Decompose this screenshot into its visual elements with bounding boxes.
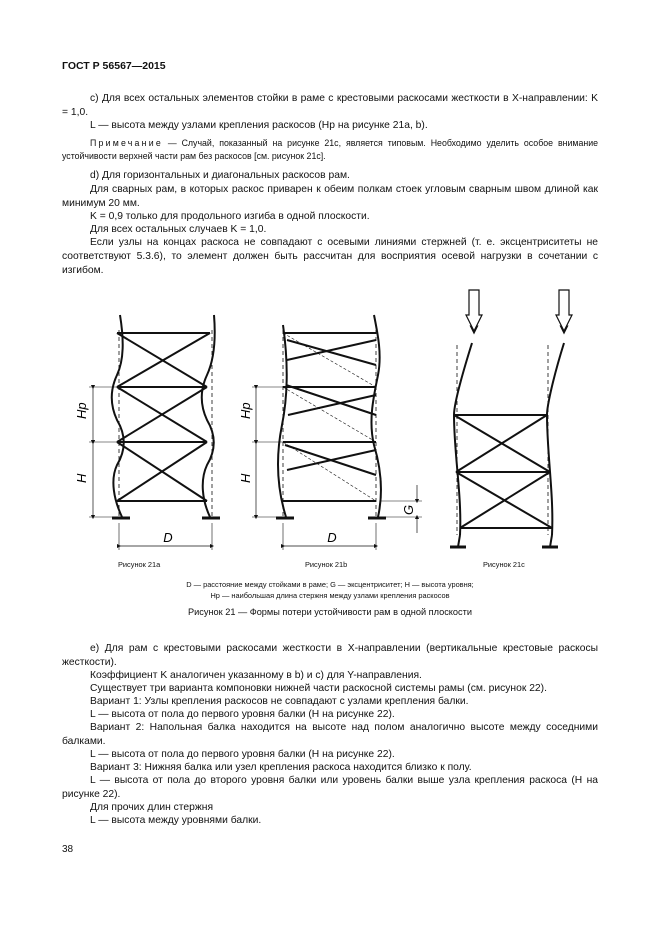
frame-21a [89,315,220,550]
label-d-21b: D [327,530,337,545]
frame-21b [252,315,422,550]
label-h-21a: H [74,473,89,483]
label-hp-21a: Hp [74,402,89,419]
figure-21-drawing [62,285,602,575]
label-d-21a: D [163,530,173,545]
label-h-21b: H [238,473,253,483]
para-e6: Вариант 2: Напольная балка находится на высоте над полом аналогично высоте между соседними балками. [62,722,598,747]
label-g-21b: G [401,504,416,515]
para-e8: Вариант 3: Нижняя балка или узел крепления раскоса находится близко к полу. [90,762,472,773]
para-e1: е) Для рам с крестовыми раскосами жесткости в X-направлении (вертикальные крестовые раскосы жесткости). [62,643,598,668]
document-header: ГОСТ Р 56567—2015 [62,60,166,72]
para-e9: L — высота от пола до второго уровня балки или уровень балки выше узла крепления раскоса (H на рисунке 22). [62,775,598,800]
para-d4: Для всех остальных случаев K = 1,0. [90,224,267,235]
note-text: — Случай, показанный на рисунке 21с, является типовым. Необходимо уделить особое внимание устойчивости верхней части рам без раскосов [см. рисунок 21с]. [62,138,598,161]
caption-21c: Рисунок 21с [483,560,525,569]
figure-legend-line1: D — расстояние между стойками в раме; G — эксцентриситет; H — высота уровня; [186,580,474,589]
para-c1: с) Для всех остальных элементов стойки в раме с крестовыми раскосами жесткости в X-направлении: K = 1,0. [62,93,598,118]
para-e4: Вариант 1: Узлы крепления раскосов не совпадают с узлами крепления балки. [90,696,469,707]
para-d2: Для сварных рам, в которых раскос приварен к обеим полкам стоек угловым сварным швом длиной как минимум 20 мм. [62,184,598,209]
para-d5: Если узлы на концах раскоса не совпадают с осевыми линиями стержней (т. е. эксцентриситеты не соответствуют 5.3.6), то элемент должен быть рассчитан для восприятия осевой нагрузки в сочетании с изгибом. [62,237,598,276]
label-hp-21b: Hp [238,402,253,419]
para-e5: L — высота от пола до первого уровня балки (H на рисунке 22). [90,709,395,720]
figure-legend-line2: Hp — наибольшая длина стержня между узлами крепления раскосов [210,591,450,600]
frame-21c [450,290,572,547]
para-e2: Коэффициент K аналогичен указанному в b) и с) для Y-направления. [90,670,422,681]
para-e10: Для прочих длин стержня [90,802,214,813]
para-e11: L — высота между уровнями балки. [90,815,262,826]
figure-title: Рисунок 21 — Формы потери устойчивости рам в одной плоскости [188,607,472,617]
para-c2: L — высота между узлами крепления раскосов (Hp на рисунке 21а, b). [90,120,428,131]
para-e7: L — высота от пола до первого уровня балки (H на рисунке 22). [90,749,395,760]
caption-21a: Рисунок 21а [118,560,161,569]
note-label: Примечание [90,138,163,148]
para-d3: K = 0,9 только для продольного изгиба в одной плоскости. [90,211,370,222]
para-e3: Существует три варианта компоновки нижней части раскосной системы рамы (см. рисунок 22). [90,683,547,694]
caption-21b: Рисунок 21b [305,560,348,569]
note-paragraph [62,137,598,162]
page-number: 38 [62,844,74,855]
para-d1: d) Для горизонтальных и диагональных раскосов рам. [90,170,350,181]
